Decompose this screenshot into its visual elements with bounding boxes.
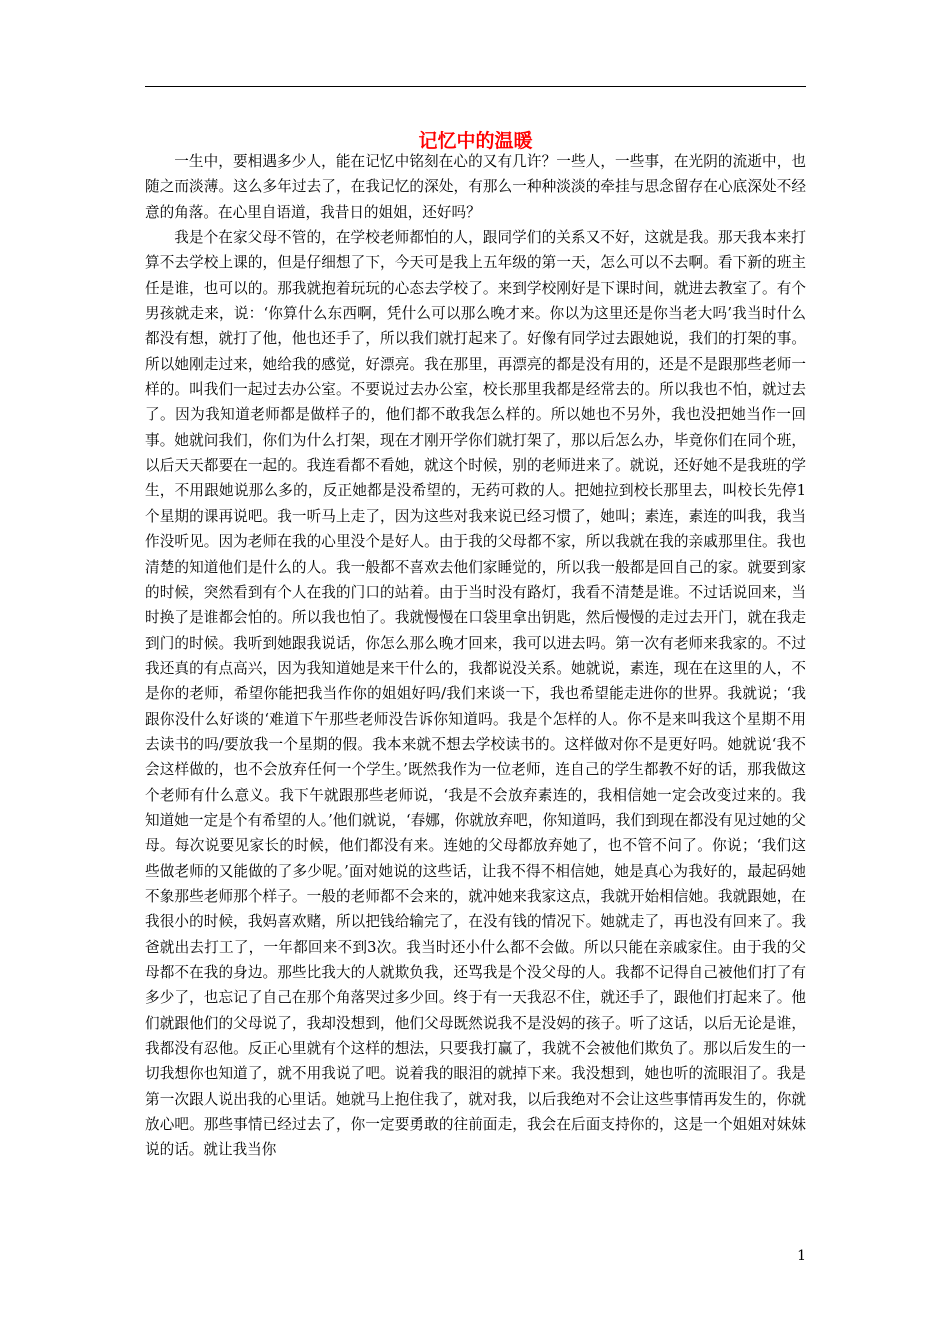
- document-title: 记忆中的温暖: [418, 130, 533, 152]
- document-body: [145, 149, 806, 1163]
- header-rule: [145, 86, 806, 87]
- paragraph: 一生中，要相遇多少人，能在记忆中铭刻在心的又有几许？一些人，一些事，在光阴的流逝中，也随之而淡薄。这么多年过去了，在我记忆的深处，有那么一种种淡淡的牵挂与思念留存在心底深处不经意的角落。在心里自语道，我昔日的姐姐，还好吗？: [145, 153, 806, 221]
- paragraph: 我是个在家父母不管的，在学校老师都怕的人，跟同学们的关系又不好，这就是我。那天我本来打算不去学校上课的，但是仔细想了下，今天可是我上五年级的第一天，怎么可以不去啊。看下新的班主任是谁，也可以的。那我就抱着玩玩的心态去学校了。来到学校刚好是下课时间，就进去教室了。有个男孩就走来，说：‘你算什么东西啊，凭什么可以那么晚才来。你以为这里还是你当老大吗’我当时什么都没有想，就打了他，他也还手了，所以我们就打起来了。好像有同学过去跟她说，我们的打架的事。所以她刚走过来，她给我的感觉，好漂亮。我在那里，再漂亮的都是没有用的，还是不是跟那些老师一样的。叫我们一起过去办公室。不要说过去办公室，校长那里我都是经常去的。所以我也不怕，就过去了。因为我知道老师都是做样子的，他们都不敢我怎么样的。所以她也不另外，我也没把她当作一回事。她就问我们，你们为什么打架，现在才刚开学你们就打架了，那以后怎么办，毕竟你们在同个班，以后天天都要在一起的。我连看都不看她，就这个时候，别的老师进来了。就说，还好她不是我班的学生，不用跟她说那么多的，反正她都是没希望的，无药可救的人。把她拉到校长那里去，叫校长先停1个星期的课再说吧。我一听马上走了，因为这些对我来说已经习惯了，她叫；素连，素连的叫我，我当作没听见。因为老师在我的心里没个是好人。由于我的父母都不家，所以我就在我的亲戚那里住。我也清楚的知道他们是什么的人。我一般都不喜欢去他们家睡觉的，所以我一般都是回自己的家。就要到家的时候，突然看到有个人在我的门口的站着。由于当时没有路灯，我看不清楚是谁。不过话说回来，当时换了是谁都会怕的。所以我也怕了。我就慢慢在口袋里拿出钥匙，然后慢慢的走过去开门，就在我走到门的时候。我听到她跟我说话，你怎么那么晚才回来，我可以进去吗。第一次有老师来我家的。不过我还真的有点高兴，因为我知道她是来干什么的，我都说没关系。她就说，素连，现在在这里的人，不是你的老师，希望你能把我当作你的姐姐好吗/我们来谈一下，我也希望能走进你的世界。我就说；‘我跟你没什么好谈的‘难道下午那些老师没告诉你知道吗。我是个怎样的人。你不是来叫我这个星期不用去读书的吗/要放我一个星期的假。我本来就不想去学校读书的。这样做对你不是更好吗。她就说‘我不会这样做的，也不会放弃任何一个学生。’既然我作为一位老师，连自己的学生都教不好的话，那我做这个老师有什么意义。我下午就跟那些老师说，‘我是不会放弃素连的，我相信她一定会改变过来的。我知道她一定是个有希望的人。’他们就说，‘春娜，你就放弃吧，你知道吗，我们到现在都没有见过她的父母。每次说要见家长的时候，他们都没有来。连她的父母都放弃她了，也不管不问了。你说；‘我们这些做老师的又能做的了多少呢。’面对她说的这些话，让我不得不相信她，她是真心为我好的，最起码她不象那些老师那个样子。一般的老师都不会来的，就冲她来我家这点，我就开始相信她。我就跟她，在我很小的时候，我妈喜欢赌，所以把钱给输完了，在没有钱的情况下。她就走了，再也没有回来了。我爸就出去打工了，一年都回来不到3次。我当时还小什么都不会做。所以只能在亲戚家住。由于我的父母都不在我的身边。那些比我大的人就欺负我，还骂我是个没父母的人。我都不记得自己被他们打了有多少了，也忘记了自己在那个角落哭过多少回。终于有一天我忍不住，就还手了，跟他们打起来了。他们就跟他们的父母说了，我却没想到，他们父母既然说我不是没妈的孩子。听了这话，以后无论是谁，我都没有忍他。反正心里就有个这样的想法，只要我打赢了，我就不会被他们欺负了。那以后发生的一切我想你也知道了，就不用我说了吧。说着我的眼泪的就掉下来。我没想到，她也听的流眼泪了。我是第一次跟人说出我的心里话。她就马上抱住我了，就对我，以后我绝对不会让这些事情再发生的，你就放心吧。那些事情已经过去了，你一定要勇敢的往前面走，我会在后面支持你的，这是一个姐姐对妹妹说的话。就让我当你: [145, 229, 806, 1159]
- page-number: 1: [797, 1248, 806, 1264]
